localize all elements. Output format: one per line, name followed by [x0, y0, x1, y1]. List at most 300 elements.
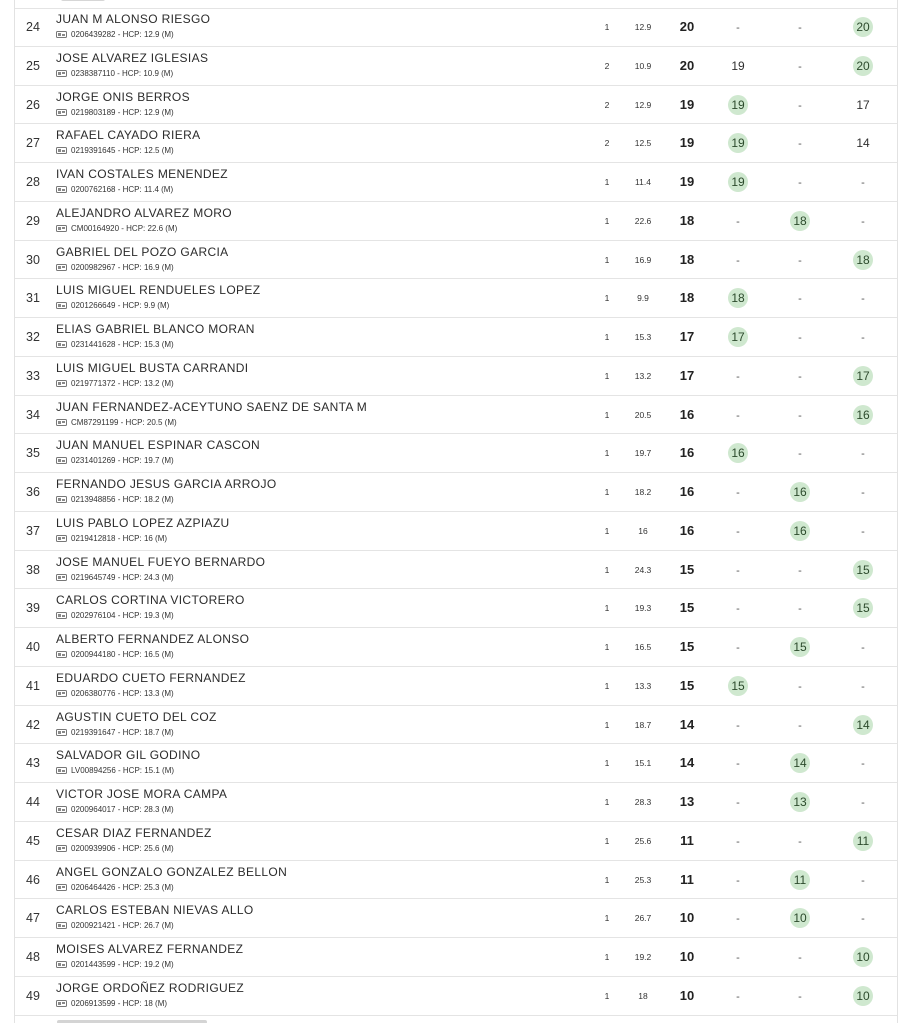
total-points: 15: [679, 600, 695, 616]
best-round-badge: 11: [853, 831, 873, 851]
handicap: 16.9: [634, 254, 652, 265]
table-row[interactable]: [15, 86, 897, 125]
player-meta: [56, 533, 576, 544]
rounds-played: 1: [604, 758, 610, 769]
round-score-empty: -: [798, 680, 802, 693]
position: 47: [26, 911, 40, 926]
round-2-cell: [782, 822, 818, 860]
player-cell: [56, 128, 576, 156]
license-and-hcp: 0219412818 - HCP: 16 (M): [71, 533, 168, 543]
round-1-cell: [720, 861, 756, 899]
position: 49: [26, 988, 40, 1003]
id-card-icon: [56, 457, 67, 464]
total-points: 15: [679, 639, 695, 654]
player-name[interactable]: JUAN FERNANDEZ-ACEYTUNO SAENZ DE SANTA M: [56, 399, 368, 414]
round-score-empty: -: [736, 254, 740, 267]
player-name[interactable]: JUAN MANUEL ESPINAR CASCON: [56, 438, 261, 453]
round-score-empty: -: [861, 332, 865, 344]
best-round-badge: 16: [853, 405, 873, 425]
position: 30: [26, 252, 40, 267]
handicap: 28.3: [634, 797, 652, 807]
round-1-cell: [720, 551, 756, 589]
round-3-cell: [845, 434, 881, 472]
round-1-cell: [720, 473, 756, 511]
round-1-cell: [720, 202, 756, 240]
id-card-icon: [56, 690, 67, 697]
player-name[interactable]: LUIS PABLO LOPEZ AZPIAZU: [56, 515, 230, 530]
table-row[interactable]: [15, 899, 897, 938]
table-row[interactable]: [15, 706, 897, 745]
round-score-empty: -: [861, 913, 865, 926]
round-3-cell: [845, 744, 881, 782]
id-card-icon: [56, 574, 67, 581]
round-2-cell: [782, 318, 818, 356]
player-meta: [56, 998, 576, 1009]
best-round-badge: 11: [790, 870, 810, 890]
best-round-badge: 15: [728, 676, 748, 696]
round-score-empty: -: [798, 22, 802, 34]
player-name[interactable]: LUIS MIGUEL BUSTA CARRANDI: [56, 360, 249, 375]
table-row[interactable]: [15, 124, 897, 163]
handicap: 24.3: [634, 564, 652, 575]
round-1-cell: [720, 706, 756, 744]
best-round-badge: 18: [728, 288, 748, 308]
rounds-played: 1: [604, 215, 610, 226]
round-score-empty: -: [736, 758, 740, 771]
total-points: 18: [679, 251, 695, 267]
handicap: 20.5: [634, 409, 652, 420]
table-row[interactable]: [15, 279, 897, 318]
round-score-empty: -: [861, 525, 865, 538]
table-row[interactable]: [15, 667, 897, 706]
id-card-icon: [56, 884, 67, 891]
table-row[interactable]: [15, 861, 897, 900]
round-1-cell: [720, 938, 756, 976]
license-and-hcp: 0200939906 - HCP: 25.6 (M): [71, 843, 174, 853]
position: 45: [26, 833, 40, 848]
total-points: 20: [679, 57, 695, 73]
id-card-icon: [56, 651, 67, 658]
id-card-icon: [56, 419, 67, 426]
license-and-hcp: 0202976104 - HCP: 19.3 (M): [71, 611, 174, 621]
player-name[interactable]: CESAR DIAZ FERNANDEZ: [56, 825, 212, 840]
position: 33: [26, 368, 40, 383]
best-round-badge: 14: [853, 715, 873, 735]
round-score: 14: [856, 136, 870, 151]
license-and-hcp: 0219803189 - HCP: 12.9 (M): [71, 107, 174, 117]
table-row[interactable]: [15, 47, 897, 86]
best-round-badge: 18: [853, 250, 873, 270]
round-3-cell: [845, 473, 881, 511]
table-row[interactable]: [15, 318, 897, 357]
handicap: 25.3: [634, 874, 652, 885]
player-meta: [56, 804, 576, 815]
round-1-cell: [720, 977, 756, 1015]
id-card-icon: [56, 341, 67, 348]
handicap: 12.9: [634, 22, 652, 32]
handicap: 19.3: [634, 603, 652, 614]
round-1-cell: [720, 512, 756, 550]
round-score-empty: -: [798, 332, 802, 344]
round-2-cell: [782, 86, 818, 124]
id-card-icon: [56, 612, 67, 619]
round-2-cell: [782, 473, 818, 511]
round-2-cell: [782, 202, 818, 240]
player-cell: [56, 671, 576, 699]
license-and-hcp: 0206380776 - HCP: 13.3 (M): [71, 688, 174, 698]
round-score-empty: -: [736, 487, 740, 499]
table-row[interactable]: [15, 589, 897, 628]
player-name[interactable]: LUIS MIGUEL RENDUELES LOPEZ: [56, 283, 261, 298]
round-2-cell: [782, 512, 818, 550]
player-cell: [56, 477, 576, 505]
total-points: 14: [679, 716, 695, 732]
license-and-hcp: 0206464426 - HCP: 25.3 (M): [71, 882, 174, 892]
best-round-badge: 17: [853, 366, 873, 386]
player-cell: [56, 245, 576, 273]
round-3-cell: [845, 977, 881, 1015]
player-name[interactable]: JOSE MANUEL FUEYO BERNARDO: [56, 554, 266, 569]
round-3-cell: [845, 8, 881, 46]
handicap: 12.5: [634, 138, 652, 149]
license-and-hcp: 0231441628 - HCP: 15.3 (M): [71, 340, 174, 349]
player-name[interactable]: MOISES ALVAREZ FERNANDEZ: [56, 942, 244, 956]
round-score-empty: -: [736, 719, 740, 732]
round-score-empty: -: [736, 525, 740, 538]
id-card-icon: [56, 845, 67, 852]
player-name[interactable]: SALVADOR GIL GODINO: [56, 748, 201, 763]
round-1-cell: [720, 667, 756, 705]
round-score-empty: -: [798, 835, 802, 848]
round-3-cell: [845, 861, 881, 899]
rounds-played: 1: [604, 448, 610, 459]
round-score-empty: -: [861, 797, 865, 809]
player-cell: [56, 51, 576, 79]
round-score-empty: -: [798, 293, 802, 306]
player-name[interactable]: CARLOS CORTINA VICTORERO: [56, 593, 245, 608]
best-round-badge: 16: [790, 482, 810, 502]
total-points: 18: [679, 290, 695, 306]
player-name[interactable]: GABRIEL DEL POZO GARCIA: [56, 244, 229, 259]
position: 43: [26, 756, 40, 771]
table-row[interactable]: [15, 938, 897, 977]
id-card-icon: [56, 147, 67, 154]
table-row[interactable]: [15, 473, 897, 512]
round-1-cell: [720, 86, 756, 124]
round-3-cell: [845, 667, 881, 705]
round-3-cell: [845, 396, 881, 434]
table-row[interactable]: [15, 977, 897, 1016]
total-points: 10: [679, 910, 695, 926]
player-meta: [56, 649, 576, 660]
player-name[interactable]: JORGE ORDOÑEZ RODRIGUEZ: [56, 980, 245, 995]
player-meta: [56, 882, 576, 893]
rounds-played: 1: [604, 680, 610, 691]
best-round-badge: 20: [853, 56, 873, 76]
round-2-cell: [782, 744, 818, 782]
round-score-empty: -: [736, 874, 740, 887]
best-round-badge: 19: [728, 95, 748, 115]
round-score-empty: -: [798, 719, 802, 732]
table-row[interactable]: [15, 822, 897, 861]
round-score-empty: -: [861, 680, 865, 693]
round-3-cell: [845, 357, 881, 395]
total-points: 20: [679, 19, 695, 34]
player-meta: [56, 262, 576, 273]
round-2-cell: [782, 551, 818, 589]
best-round-badge: 20: [853, 17, 873, 37]
player-meta: [56, 688, 576, 699]
round-2-cell: [782, 861, 818, 899]
round-score-empty: -: [861, 487, 865, 499]
player-cell: [56, 283, 576, 311]
round-score-empty: -: [798, 138, 802, 151]
table-row[interactable]: [15, 202, 897, 241]
player-name[interactable]: AGUSTIN CUETO DEL COZ: [56, 709, 217, 724]
total-points: 15: [679, 561, 695, 577]
round-1-cell: [720, 783, 756, 821]
rounds-played: 1: [604, 835, 610, 846]
round-score-empty: -: [861, 758, 865, 771]
best-round-badge: 16: [790, 521, 810, 541]
total-points: 19: [679, 135, 695, 151]
rounds-played: 2: [604, 138, 610, 149]
round-3-cell: [845, 628, 881, 666]
table-row[interactable]: [15, 551, 897, 590]
next-row-remnant: [15, 1018, 897, 1023]
player-name[interactable]: ANGEL GONZALO GONZALEZ BELLON: [56, 864, 288, 879]
round-2-cell: [782, 124, 818, 162]
license-and-hcp: 0219391647 - HCP: 18.7 (M): [71, 727, 174, 737]
rounds-played: 1: [604, 990, 610, 1001]
player-meta: [56, 29, 576, 40]
round-score-empty: -: [798, 60, 802, 73]
rounds-played: 2: [604, 60, 610, 71]
position: 27: [26, 136, 40, 151]
best-round-badge: 19: [728, 172, 748, 192]
handicap: 25.6: [634, 835, 652, 846]
table-row[interactable]: [15, 783, 897, 822]
table-row[interactable]: [15, 512, 897, 551]
id-card-icon: [56, 109, 67, 116]
round-1-cell: [720, 8, 756, 46]
round-1-cell: [720, 279, 756, 317]
round-2-cell: [782, 434, 818, 472]
id-card-icon: [56, 225, 67, 232]
round-score-empty: -: [736, 564, 740, 577]
player-name[interactable]: ALBERTO FERNANDEZ ALONSO: [56, 632, 250, 646]
round-2-cell: [782, 977, 818, 1015]
round-2-cell: [782, 899, 818, 937]
player-name[interactable]: IVAN COSTALES MENENDEZ: [56, 167, 228, 181]
license-and-hcp: 0219391645 - HCP: 12.5 (M): [71, 146, 174, 156]
id-card-icon: [56, 31, 67, 38]
id-card-icon: [56, 961, 67, 968]
round-score-empty: -: [798, 952, 802, 964]
round-1-cell: [720, 822, 756, 860]
round-3-cell: [845, 706, 881, 744]
player-name[interactable]: ELIAS GABRIEL BLANCO MORAN: [56, 322, 255, 336]
rounds-played: 1: [604, 22, 610, 32]
round-1-cell: [720, 589, 756, 627]
round-score: 17: [856, 97, 870, 112]
player-name[interactable]: RAFAEL CAYADO RIERA: [56, 128, 201, 143]
position: 24: [26, 20, 40, 34]
id-card-icon: [56, 767, 67, 774]
handicap: 12.9: [634, 99, 652, 110]
total-points: 16: [679, 406, 695, 422]
round-2-cell: [782, 279, 818, 317]
round-score-empty: -: [736, 603, 740, 616]
player-cell: [56, 322, 576, 350]
player-cell: [56, 361, 576, 389]
player-name[interactable]: FERNANDO JESUS GARCIA ARROJO: [56, 477, 277, 491]
round-2-cell: [782, 628, 818, 666]
player-meta: [56, 417, 576, 428]
player-meta: [56, 959, 576, 970]
player-meta: [56, 378, 576, 389]
best-round-badge: 17: [728, 327, 748, 347]
handicap: 10.9: [634, 60, 652, 71]
round-3-cell: [845, 551, 881, 589]
position: 36: [26, 485, 40, 499]
player-name[interactable]: ALEJANDRO ALVAREZ MORO: [56, 205, 232, 220]
handicap: 22.6: [634, 215, 652, 226]
id-card-icon: [56, 380, 67, 387]
round-1-cell: [720, 124, 756, 162]
round-score-empty: -: [861, 177, 865, 189]
best-round-badge: 16: [728, 443, 748, 463]
table-row[interactable]: [15, 628, 897, 667]
round-3-cell: [845, 241, 881, 279]
total-points: 13: [679, 794, 695, 809]
round-score: 19: [731, 58, 745, 73]
rounds-played: 1: [604, 797, 610, 807]
handicap: 18: [638, 990, 648, 1001]
player-meta: [56, 920, 576, 931]
id-card-icon: [56, 70, 67, 77]
round-1-cell: [720, 396, 756, 434]
position: 25: [26, 58, 40, 73]
player-cell: [56, 826, 576, 854]
round-2-cell: [782, 706, 818, 744]
player-name[interactable]: JOSE ALVAREZ IGLESIAS: [56, 50, 209, 65]
player-cell: [56, 206, 576, 234]
best-round-badge: 15: [853, 560, 873, 580]
player-name[interactable]: JUAN M ALONSO RIESGO: [56, 12, 211, 26]
round-2-cell: [782, 938, 818, 976]
player-name[interactable]: VICTOR JOSE MORA CAMPA: [56, 787, 228, 801]
license-and-hcp: 0200982967 - HCP: 16.9 (M): [71, 262, 174, 272]
round-3-cell: [845, 202, 881, 240]
round-2-cell: [782, 396, 818, 434]
round-score-empty: -: [736, 642, 740, 654]
player-cell: [56, 710, 576, 738]
id-card-icon: [56, 806, 67, 813]
rounds-played: 1: [604, 642, 610, 652]
table-row[interactable]: [15, 357, 897, 396]
total-points: 15: [679, 677, 695, 693]
rounds-played: 1: [604, 603, 610, 614]
leaderboard-table: [14, 0, 898, 1023]
rounds-played: 1: [604, 370, 610, 381]
player-meta: [56, 68, 576, 79]
player-name[interactable]: CARLOS ESTEBAN NIEVAS ALLO: [56, 903, 254, 918]
round-1-cell: [720, 899, 756, 937]
player-cell: [56, 12, 576, 40]
round-score-empty: -: [736, 990, 740, 1003]
best-round-badge: 15: [853, 598, 873, 618]
license-and-hcp: 0200921421 - HCP: 26.7 (M): [71, 921, 174, 931]
round-2-cell: [782, 241, 818, 279]
round-score-empty: -: [736, 913, 740, 926]
round-2-cell: [782, 357, 818, 395]
position: 34: [26, 407, 40, 422]
position: 28: [26, 175, 40, 189]
round-1-cell: [720, 163, 756, 201]
round-2-cell: [782, 667, 818, 705]
rounds-played: 1: [604, 719, 610, 730]
table-row[interactable]: [15, 396, 897, 435]
position: 41: [26, 678, 40, 693]
round-score-empty: -: [798, 990, 802, 1003]
total-points: 11: [680, 832, 694, 848]
round-score-empty: -: [798, 254, 802, 267]
table-row[interactable]: [15, 434, 897, 473]
position: 44: [26, 795, 40, 809]
round-3-cell: [845, 279, 881, 317]
license-and-hcp: 0200964017 - HCP: 28.3 (M): [71, 805, 174, 814]
rounds-played: 1: [604, 487, 610, 497]
best-round-badge: 10: [790, 908, 810, 928]
license-and-hcp: 0231401269 - HCP: 19.7 (M): [71, 456, 174, 466]
position: 31: [26, 291, 40, 306]
id-card-icon: [56, 729, 67, 736]
best-round-badge: 19: [728, 133, 748, 153]
player-cell: [56, 438, 576, 466]
round-score-empty: -: [736, 215, 740, 228]
round-score-empty: -: [736, 952, 740, 964]
round-3-cell: [845, 47, 881, 85]
player-meta: [56, 572, 576, 583]
round-1-cell: [720, 357, 756, 395]
handicap: 16: [638, 525, 648, 536]
round-score-empty: -: [736, 409, 740, 422]
table-row[interactable]: [15, 241, 897, 280]
player-meta: [56, 843, 576, 854]
license-and-hcp: 0200944180 - HCP: 16.5 (M): [71, 650, 174, 659]
table-row[interactable]: [15, 163, 897, 202]
rounds-played: 1: [604, 409, 610, 420]
player-name[interactable]: EDUARDO CUETO FERNANDEZ: [56, 670, 246, 685]
id-card-icon: [56, 922, 67, 929]
id-card-icon: [56, 535, 67, 542]
round-2-cell: [782, 783, 818, 821]
player-name[interactable]: JORGE ONIS BERROS: [56, 89, 190, 104]
handicap: 18.2: [634, 487, 652, 497]
round-1-cell: [720, 434, 756, 472]
table-row[interactable]: [15, 744, 897, 783]
round-1-cell: [720, 744, 756, 782]
round-score-empty: -: [798, 409, 802, 422]
round-score-empty: -: [861, 448, 865, 461]
player-cell: [56, 167, 576, 195]
round-score-empty: -: [798, 370, 802, 383]
table-row[interactable]: [15, 8, 897, 47]
player-cell: [56, 942, 576, 970]
player-meta: [56, 339, 576, 350]
license-and-hcp: 0200762168 - HCP: 11.4 (M): [71, 185, 174, 194]
